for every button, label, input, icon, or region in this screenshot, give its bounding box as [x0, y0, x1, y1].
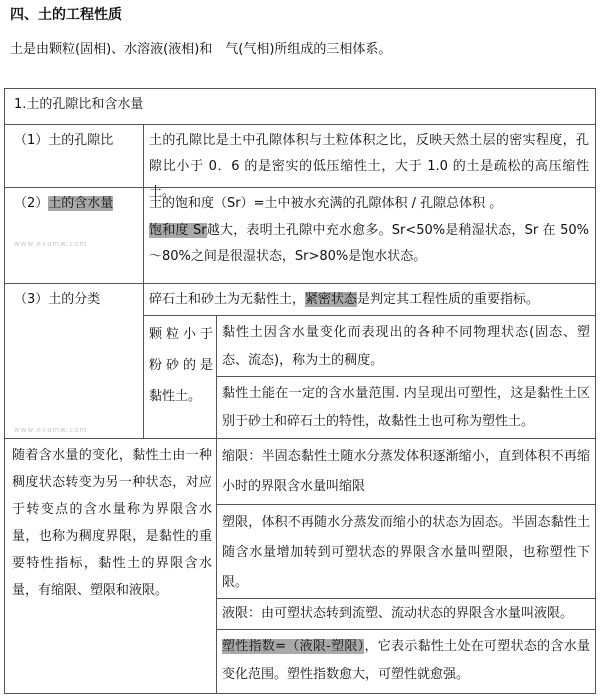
label-prefix: （2） — [14, 196, 49, 211]
text-fragment: 碎石土和砂土为无黏性土， — [149, 292, 306, 307]
water-content-label — [14, 191, 113, 217]
consistency-text: 黏性土因含水量变化而表现出的各种不同物理状态(固态、塑态、流态)，称为土的稠度。 — [222, 325, 590, 368]
row-divider — [4, 438, 596, 439]
soil-classification-label: （3）土的分类 — [14, 292, 101, 307]
non-cohesive-text — [149, 287, 589, 313]
shrinkage-limit-text: 缩限：半固态黏性土随水分蒸发体积逐渐缩小，直到体积不再缩小时的界限含水量叫缩限 — [222, 449, 590, 494]
highlighted-term: 紧密状态 — [305, 292, 358, 307]
col-divider — [143, 124, 144, 438]
plasticity-index-text — [222, 633, 590, 689]
plastic-soil-text: 黏性土能在一定的含水量范围. 内呈现出可塑性，这是黏性土区别于砂土和碎石土的特性，故黏性土也可称为塑性土。 — [222, 386, 590, 429]
section-title: 1.土的孔隙比和含水量 — [14, 97, 144, 112]
row-divider — [143, 315, 596, 316]
row-divider — [4, 283, 596, 284]
saturation-explanation — [149, 218, 589, 270]
void-ratio-text: 土的孔隙比是土中孔隙体积与土粒体积之比，反映天然土层的密实程度，孔隙比小于 0．6 的是密实的低压缩性土，大于 1.0 的土是疏松的高压缩性土。 — [149, 133, 589, 200]
highlighted-term: 塑性指数=（液限-塑限） — [222, 639, 365, 654]
row-divider — [216, 376, 596, 377]
text-fragment: 是判定其工程性质的重要指标。 — [357, 292, 540, 307]
intro-text: 土是由颗粒(固相)、水溶液(液相)和 气(气相)所组成的三相体系。 — [10, 42, 392, 57]
col-divider — [216, 315, 217, 438]
watermark-text: www.examw.com — [14, 426, 88, 434]
watermark-text: www.examw.com — [14, 240, 88, 248]
liquid-limit-text: 液限：由可塑状态转到流塑、流动状态的界限含水量叫液限。 — [222, 606, 574, 621]
row-divider — [216, 629, 596, 630]
explanation-text: 越大，表明土孔隙中充水愈多。Sr<50%是稍湿状态，Sr 在 50%～80%之间是很湿状态，Sr>80%是饱水状态。 — [149, 223, 589, 264]
highlighted-term: 土的含水量 — [48, 196, 114, 211]
row-divider — [216, 598, 596, 599]
void-ratio-label: （1）土的孔隙比 — [14, 133, 114, 148]
row-divider — [216, 504, 596, 505]
saturation-definition: 土的饱和度（Sr）=土中被水充满的孔隙体积 / 孔隙总体积 。 — [149, 196, 503, 211]
plastic-limit-text: 塑限，体积不再随水分蒸发而缩小的状态为固态。半固态黏性土随含水量增加转到可塑状态的界限含水量叫塑限，也称塑性下限。 — [222, 515, 590, 590]
limit-water-content-text: 随着含水量的变化，黏性土由一种稠度状态转变为另一种状态，对应于转变点的含水量称为界限含水量，也称为稠度界限，是黏性的重要特性指标，黏性土的界限含水量，有缩限、塑限和液限。 — [12, 448, 212, 598]
row-divider — [4, 124, 596, 125]
section-heading: 四、土的工程性质 — [10, 7, 122, 23]
highlighted-term: 饱和度 Sr — [149, 223, 207, 238]
cohesive-soil-label: 颗粒小于粉砂的是黏性土。 — [149, 327, 213, 404]
col-divider — [216, 438, 217, 694]
explanation-text: ，它表示黏性土处在可塑状态的含水量变化范围。塑性指数愈大，可塑性就愈强。 — [222, 639, 590, 682]
